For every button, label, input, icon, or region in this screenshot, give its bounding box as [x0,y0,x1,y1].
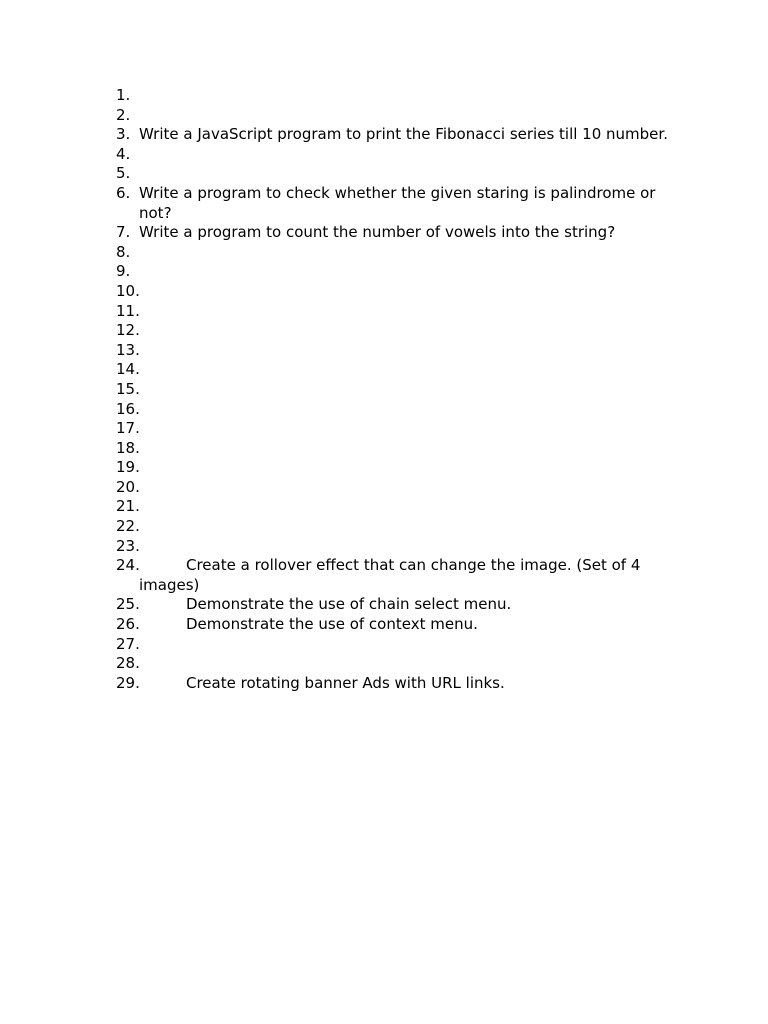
list-item [116,380,686,400]
list-item [116,654,686,674]
item-number: 6. [116,183,131,202]
item-number: 27. [116,634,140,653]
item-text: Write a program to check whether the given staring is palindrome or not? [139,183,656,222]
list-item [116,184,686,223]
item-number: 29. [116,673,140,692]
list-item [116,223,686,243]
item-text [139,556,686,595]
item-number: 25. [116,595,140,614]
list-item [116,400,686,420]
list-item [116,243,686,263]
item-number: 18. [116,438,140,457]
list-item [116,321,686,341]
list-item [116,360,686,380]
item-number: 9. [116,262,131,281]
list-item [116,145,686,165]
item-number: 28. [116,654,140,673]
list-item [116,497,686,517]
item-number: 17. [116,419,140,438]
item-text-content: Create rotating banner Ads with URL links. [186,673,505,692]
item-number: 8. [116,242,131,261]
item-number: 13. [116,340,140,359]
item-text: Write a JavaScript program to print the Fibonacci series till 10 number. [139,125,668,144]
item-text [139,674,686,694]
item-number: 23. [116,536,140,555]
item-text: Write a program to count the number of vowels into the string? [139,223,616,242]
list-item [116,302,686,322]
item-number: 12. [116,321,140,340]
item-number: 21. [116,497,140,516]
item-text [139,595,686,615]
list-item [116,125,686,145]
list-item [116,478,686,498]
question-list [116,86,686,693]
list-item [116,458,686,478]
item-number: 14. [116,360,140,379]
item-number: 7. [116,223,131,242]
list-item [116,419,686,439]
item-number: 2. [116,105,131,124]
item-number: 10. [116,281,140,300]
item-number: 24. [116,556,140,575]
list-item [116,595,686,615]
item-number: 5. [116,164,131,183]
item-number: 4. [116,144,131,163]
item-number: 11. [116,301,140,320]
item-text-content: Create a rollover effect that can change the image. (Set of 4 images) [139,556,641,594]
item-text-content: Demonstrate the use of context menu. [186,615,478,634]
item-number: 22. [116,517,140,536]
list-item [116,106,686,126]
item-number: 1. [116,86,131,104]
item-text-content: Demonstrate the use of chain select menu. [186,595,512,614]
list-item [116,517,686,537]
list-item [116,674,686,694]
list-item [116,615,686,635]
list-item [116,635,686,655]
list-item [116,556,686,595]
item-number: 26. [116,615,140,634]
item-number: 3. [116,125,131,144]
list-item [116,262,686,282]
list-item [116,439,686,459]
item-number: 20. [116,477,140,496]
list-item [116,341,686,361]
item-text [139,615,686,635]
list-item [116,537,686,557]
list-item [116,164,686,184]
item-number: 15. [116,379,140,398]
list-item [116,86,686,106]
item-number: 19. [116,458,140,477]
list-item [116,282,686,302]
item-number: 16. [116,399,140,418]
